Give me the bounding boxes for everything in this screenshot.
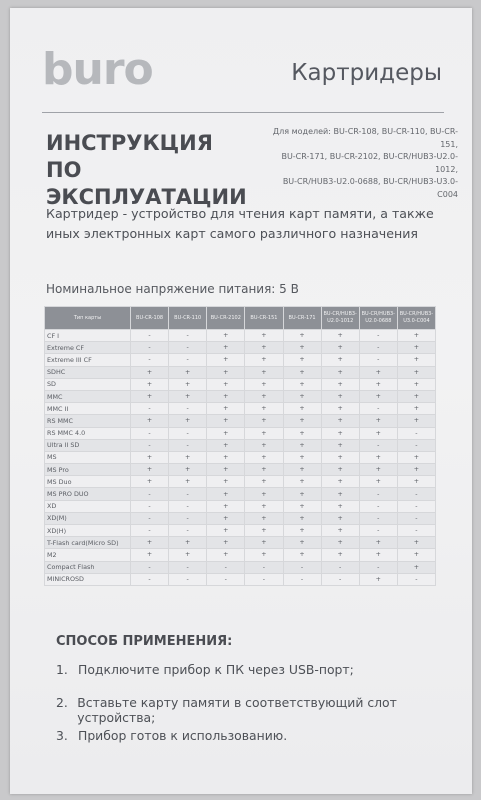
support-cell: + [207,451,245,463]
support-cell: + [359,549,397,561]
table-row [45,378,436,390]
support-cell: + [283,378,321,390]
support-cell: - [397,573,435,585]
card-type-cell: Compact Flash [45,561,131,573]
support-cell: + [283,366,321,378]
card-type-cell: M2 [45,549,131,561]
support-cell: + [207,342,245,354]
support-cell: + [207,354,245,366]
table-row [45,537,436,549]
support-cell: + [321,390,359,402]
support-cell: + [359,427,397,439]
support-cell: - [169,512,207,524]
support-cell: - [169,488,207,500]
support-cell: + [283,476,321,488]
support-cell: + [321,525,359,537]
step-text: Прибор готов к использованию. [78,728,288,743]
card-type-cell: MINICROSD [45,573,131,585]
support-cell: - [131,561,169,573]
support-cell: - [359,330,397,342]
support-cell: - [131,512,169,524]
support-cell: + [207,464,245,476]
table-header-cell: BU-CR-151 [245,307,283,330]
support-cell: + [131,451,169,463]
table-row [45,427,436,439]
support-cell: + [245,488,283,500]
support-cell: - [169,330,207,342]
support-cell: + [321,537,359,549]
support-cell: + [397,537,435,549]
table-row [45,439,436,451]
card-type-cell: RS MMC 4.0 [45,427,131,439]
table-header-cell: BU-CR/HUB3-U3.0-C004 [397,307,435,330]
support-cell: + [321,378,359,390]
support-cell: + [207,476,245,488]
support-cell: + [283,451,321,463]
table-header-cell: BU-CR-2102 [207,307,245,330]
table-header-cell: Тип карты [45,307,131,330]
table-row [45,476,436,488]
title-line-1: ИНСТРУКЦИЯ [46,131,213,155]
support-cell: - [131,342,169,354]
support-cell: + [207,525,245,537]
card-type-cell: MS PRO DUO [45,488,131,500]
support-cell: - [131,573,169,585]
support-cell: + [207,512,245,524]
table-row [45,403,436,415]
support-cell: + [283,415,321,427]
support-cell: - [131,500,169,512]
card-type-cell: RS MMC [45,415,131,427]
card-type-cell: XD [45,500,131,512]
support-cell: + [245,525,283,537]
table-row [45,512,436,524]
card-type-cell: MMC II [45,403,131,415]
support-cell: - [321,561,359,573]
support-cell: + [131,390,169,402]
support-cell: - [131,354,169,366]
support-cell: - [169,354,207,366]
steps-list [56,662,466,761]
support-cell: - [359,512,397,524]
card-type-cell: CF I [45,330,131,342]
table-row [45,573,436,585]
table-row [45,342,436,354]
support-cell: + [321,464,359,476]
support-cell: + [245,464,283,476]
support-cell: + [207,330,245,342]
table-header-cell: BU-CR-110 [169,307,207,330]
support-cell: + [321,403,359,415]
support-cell: + [169,366,207,378]
support-cell: + [283,549,321,561]
step-item [56,728,466,761]
support-cell: + [321,500,359,512]
support-cell: + [283,330,321,342]
support-cell: + [207,390,245,402]
step-text: Вставьте карту памяти в соответствующий слот устройства; [77,695,397,725]
support-cell: - [131,439,169,451]
support-cell: - [397,488,435,500]
support-cell: - [169,439,207,451]
support-cell: + [245,390,283,402]
support-cell: - [359,525,397,537]
card-type-cell: Ultra II SD [45,439,131,451]
table-header-cell: BU-CR-108 [131,307,169,330]
support-cell: + [321,330,359,342]
models-list [268,126,458,201]
support-cell: - [169,525,207,537]
support-cell: - [359,342,397,354]
support-cell: + [207,537,245,549]
support-cell: + [359,415,397,427]
support-cell: - [359,439,397,451]
support-cell: + [245,537,283,549]
support-cell: + [321,415,359,427]
support-cell: + [397,342,435,354]
table-row [45,415,436,427]
support-cell: + [359,573,397,585]
step-text: Подключите прибор к ПК через USB-порт; [78,662,354,677]
support-cell: + [321,427,359,439]
step-item [56,695,466,728]
support-cell: + [245,512,283,524]
support-cell: + [169,378,207,390]
table-row [45,464,436,476]
support-cell: + [359,390,397,402]
support-cell: + [283,488,321,500]
document-title [46,130,266,211]
support-cell: + [321,342,359,354]
step-number: 3. [56,728,68,743]
support-cell: + [283,464,321,476]
support-cell: + [207,549,245,561]
support-cell: + [321,451,359,463]
support-cell: + [397,354,435,366]
support-cell: - [131,427,169,439]
support-cell: + [169,415,207,427]
support-cell: + [283,342,321,354]
support-cell: + [169,451,207,463]
support-cell: + [321,512,359,524]
instruction-sheet [10,8,472,794]
support-cell: + [207,427,245,439]
support-cell: + [397,549,435,561]
table-header-cell: BU-CR-171 [283,307,321,330]
support-cell: + [397,330,435,342]
card-type-cell: XD(M) [45,512,131,524]
card-type-cell: MS [45,451,131,463]
support-cell: + [321,439,359,451]
support-cell: + [245,427,283,439]
table-row [45,500,436,512]
support-cell: + [321,476,359,488]
table-row [45,561,436,573]
table-row [45,549,436,561]
support-cell: + [359,378,397,390]
support-cell: + [283,512,321,524]
support-cell: + [245,378,283,390]
card-type-cell: MS Duo [45,476,131,488]
support-cell: - [131,403,169,415]
support-cell: - [359,354,397,366]
support-cell: + [283,525,321,537]
support-cell: + [131,549,169,561]
support-cell: + [245,549,283,561]
support-cell: + [207,500,245,512]
support-cell: + [397,378,435,390]
support-cell: + [245,354,283,366]
support-cell: - [359,500,397,512]
support-cell: - [131,525,169,537]
table-header-cell: BU-CR/HUB3-U2.0-0688 [359,307,397,330]
step-number: 1. [56,662,68,677]
support-cell: - [169,500,207,512]
title-line-2: ПО ЭКСПЛУАТАЦИИ [46,158,247,209]
support-cell: - [283,573,321,585]
support-cell: + [397,415,435,427]
support-cell: + [207,439,245,451]
support-cell: - [245,573,283,585]
support-cell: + [169,549,207,561]
support-cell: - [207,561,245,573]
step-number: 2. [56,695,68,710]
support-cell: + [397,464,435,476]
support-cell: + [169,390,207,402]
support-cell: + [283,500,321,512]
table-row [45,525,436,537]
support-cell: + [397,403,435,415]
card-type-cell: XD(H) [45,525,131,537]
support-cell: - [321,573,359,585]
support-cell: - [359,403,397,415]
brand-logo: buro [42,44,153,95]
support-cell: + [169,476,207,488]
support-cell: + [245,366,283,378]
support-cell: + [169,537,207,549]
step-item [56,662,466,695]
support-cell: + [131,378,169,390]
support-cell: - [169,573,207,585]
support-cell: - [207,573,245,585]
support-cell: + [359,537,397,549]
support-cell: + [131,464,169,476]
support-cell: + [283,439,321,451]
support-cell: + [397,366,435,378]
support-cell: + [359,476,397,488]
card-type-cell: Extreme III CF [45,354,131,366]
support-cell: + [207,488,245,500]
support-cell: - [245,561,283,573]
table-header-row [45,307,436,330]
support-cell: + [397,561,435,573]
card-type-cell: SDHC [45,366,131,378]
card-type-cell: MS Pro [45,464,131,476]
description: Картридер - устройство для чтения карт памяти, а также иных электронных карт самого различного назначения [46,206,434,241]
table-row [45,488,436,500]
support-cell: - [359,488,397,500]
models-line: BU-CR/HUB3-U2.0-0688, BU-CR/HUB3-U3.0-C004 [282,177,458,199]
support-cell: - [359,561,397,573]
support-cell: - [131,488,169,500]
card-type-cell: T-Flash card(Micro SD) [45,537,131,549]
support-cell: + [245,439,283,451]
support-cell: + [397,476,435,488]
table-body [45,330,436,586]
support-cell: + [207,415,245,427]
support-cell: + [207,378,245,390]
support-cell: + [283,390,321,402]
support-cell: + [245,500,283,512]
models-line: Для моделей: BU-CR-108, BU-CR-110, BU-CR-151, [272,127,458,149]
support-cell: + [283,537,321,549]
howto-title: СПОСОБ ПРИМЕНЕНИЯ: [56,634,233,649]
voltage-spec: Номинальное напряжение питания: 5 В [46,282,299,296]
support-cell: + [245,330,283,342]
support-cell: - [397,439,435,451]
support-cell: + [359,366,397,378]
support-cell: + [321,354,359,366]
support-cell: + [321,366,359,378]
table-row [45,366,436,378]
support-cell: + [131,537,169,549]
table-row [45,390,436,402]
table-row [45,330,436,342]
support-cell: - [169,342,207,354]
support-cell: + [131,415,169,427]
header-divider [42,112,444,113]
support-cell: + [321,549,359,561]
compatibility-table-wrap [44,306,436,586]
support-cell: + [245,342,283,354]
support-cell: + [131,366,169,378]
card-type-cell: SD [45,378,131,390]
support-cell: - [397,525,435,537]
table-header-cell: BU-CR/HUB3-U2.0-1012 [321,307,359,330]
card-type-cell: Extreme CF [45,342,131,354]
support-cell: + [283,354,321,366]
table-row [45,354,436,366]
support-cell: - [283,561,321,573]
support-cell: + [207,366,245,378]
models-line: BU-CR-171, BU-CR-2102, BU-CR/HUB3-U2.0-1012, [281,152,458,174]
support-cell: - [397,427,435,439]
support-cell: + [283,403,321,415]
support-cell: + [131,476,169,488]
support-cell: - [397,500,435,512]
support-cell: + [359,451,397,463]
support-cell: - [169,403,207,415]
card-type-cell: MMC [45,390,131,402]
support-cell: + [397,451,435,463]
support-cell: + [245,415,283,427]
support-cell: + [321,488,359,500]
support-cell: + [359,464,397,476]
support-cell: + [397,390,435,402]
support-cell: + [245,403,283,415]
support-cell: - [131,330,169,342]
table-row [45,451,436,463]
support-cell: - [169,561,207,573]
support-cell: + [245,476,283,488]
support-cell: + [245,451,283,463]
support-cell: - [169,427,207,439]
support-cell: + [169,464,207,476]
support-cell: + [207,403,245,415]
compatibility-table [44,306,436,586]
product-name: Картридеры [291,60,442,86]
support-cell: - [397,512,435,524]
support-cell: + [283,427,321,439]
